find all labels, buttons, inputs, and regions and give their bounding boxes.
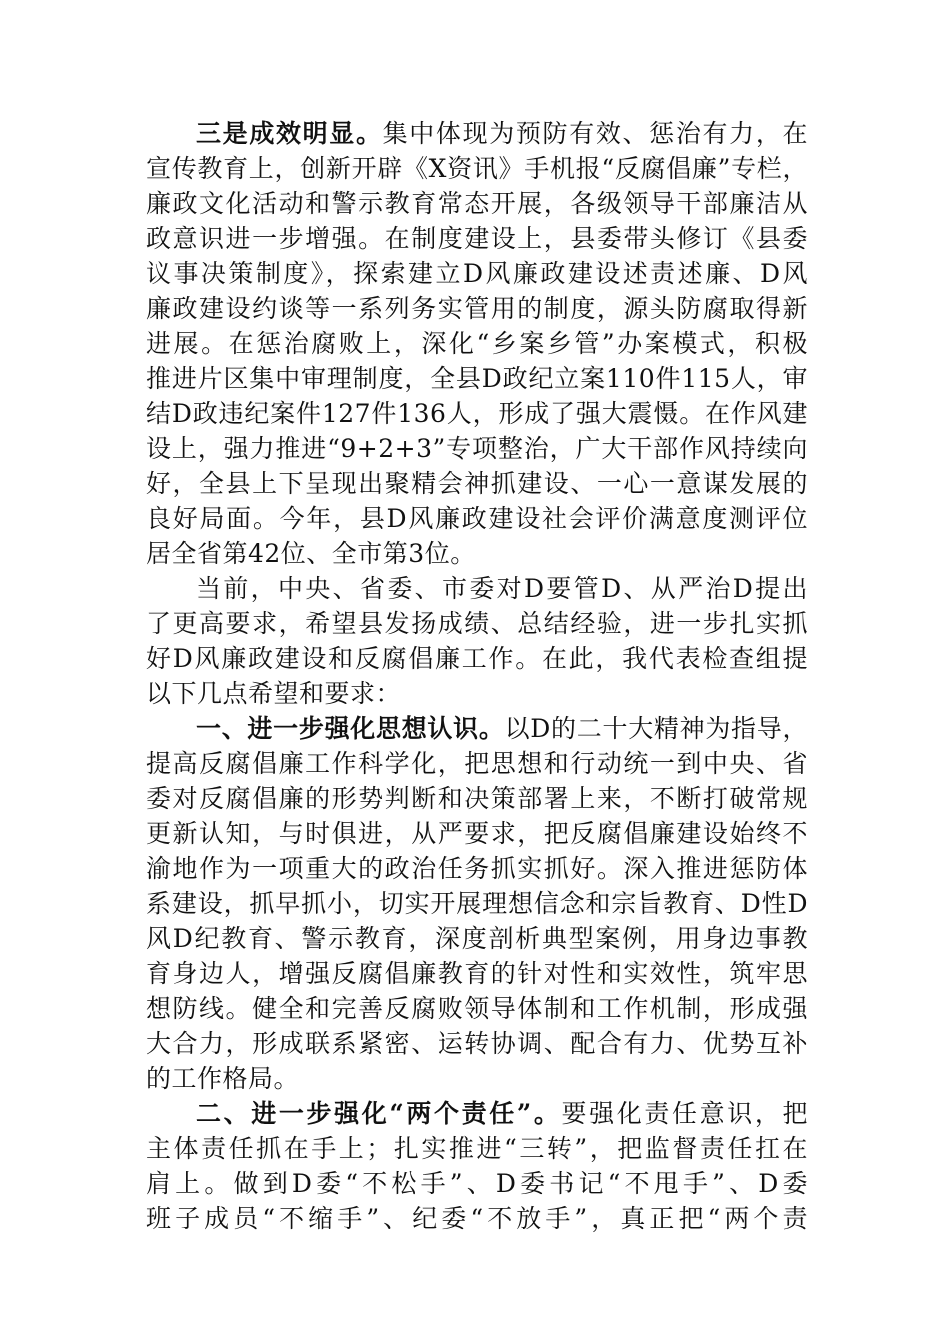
line-text: 集中体现为预防有效、惩治有力，在 [382,119,808,148]
line-text: 育身边人，增强反腐倡廉教育的针对性和实效性，筑牢思 [146,959,808,988]
paragraph-3-line-7 [146,327,808,361]
paragraph-two-line-3 [146,1167,808,1201]
heading-one-thinking: 一、进一步强化思想认识。 [196,714,505,743]
line-text: 以下几点希望和要求： [146,679,402,708]
line-text: 廉政建设约谈等一系列务实管用的制度，源头防腐取得新 [146,294,808,323]
paragraph-one-line-7 [146,922,808,956]
paragraph-current-line-2 [146,607,808,641]
paragraph-3-line-4 [146,222,808,256]
line-text: 结D政违纪案件127件136人，形成了强大震慑。在作风建 [146,399,808,428]
paragraph-one-line-5 [146,852,808,886]
paragraph-3-line-2 [146,152,808,186]
paragraph-one-line-2 [146,747,808,781]
line-text: 廉政文化活动和警示教育常态开展，各级领导干部廉洁从 [146,189,808,218]
paragraph-3-line-3 [146,187,808,221]
heading-3-effect: 三是成效明显。 [196,119,383,148]
line-text: 班子成员“不缩手”、纪委“不放手”，真正把“两个责 [146,1204,808,1233]
line-text: 肩上。做到D委“不松手”、D委书记“不甩手”、D委 [146,1169,808,1198]
paragraph-3-line-1 [196,117,808,151]
line-text: 宣传教育上，创新开辟《X资讯》手机报“反腐倡廉”专栏， [146,154,808,183]
line-text: 议事决策制度》，探索建立D风廉政建设述责述廉、D风 [146,259,808,288]
paragraph-3-line-12 [146,502,808,536]
paragraph-one-line-4 [146,817,808,851]
paragraph-one-line-1 [196,712,808,746]
paragraph-current-line-3 [146,642,808,676]
paragraph-3-line-13 [146,537,808,571]
paragraph-one-line-10 [146,1027,808,1061]
line-text: 更新认知，与时俱进，从严要求，把反腐倡廉建设始终不 [146,819,808,848]
paragraph-3-line-8 [146,362,808,396]
line-text: 了更高要求，希望县发扬成绩、总结经验，进一步扎实抓 [146,609,808,638]
heading-two-responsibility: 二、进一步强化“两个责任”。 [196,1099,562,1128]
paragraph-two-line-4 [146,1202,808,1236]
line-text: 好，全县上下呈现出聚精会神抓建设、一心一意谋发展的 [146,469,808,498]
line-text: 居全省第42位、全市第3位。 [146,539,476,568]
line-text: 风D纪教育、警示教育，深度剖析典型案例，用身边事教 [146,924,808,953]
line-text: 委对反腐倡廉的形势判断和决策部署上来，不断打破常规 [146,784,808,813]
line-text: 主体责任抓在手上；扎实推进“三转”，把监督责任扛在 [146,1134,808,1163]
paragraph-one-line-11 [146,1062,808,1096]
paragraph-two-line-1 [196,1097,808,1131]
line-text: 想防线。健全和完善反腐败领导体制和工作机制，形成强 [146,994,808,1023]
line-text: 渝地作为一项重大的政治任务抓实抓好。深入推进惩防体 [146,854,808,883]
paragraph-3-line-5 [146,257,808,291]
paragraph-one-line-3 [146,782,808,816]
paragraph-one-line-6 [146,887,808,921]
paragraph-3-line-9 [146,397,808,431]
line-text: 系建设，抓早抓小，切实开展理想信念和宗旨教育、D性D [146,889,808,918]
paragraph-current-line-1 [196,572,808,606]
line-text: 当前，中央、省委、市委对D要管D、从严治D提出 [196,574,808,603]
line-text: 的工作格局。 [146,1064,300,1093]
paragraph-one-line-8 [146,957,808,991]
line-text: 政意识进一步增强。在制度建设上，县委带头修订《县委 [146,224,808,253]
paragraph-3-line-6 [146,292,808,326]
paragraph-3-line-11 [146,467,808,501]
paragraph-3-line-10 [146,432,808,466]
line-text: 良好局面。今年，县D风廉政建设社会评价满意度测评位 [146,504,808,533]
paragraph-two-line-2 [146,1132,808,1166]
line-text: 进展。在惩治腐败上，深化“乡案乡管”办案模式，积极 [146,329,808,358]
line-text: 要强化责任意识，把 [561,1099,808,1128]
line-text: 推进片区集中审理制度，全县D政纪立案110件115人，审 [146,364,808,393]
line-text: 以D的二十大精神为指导， [504,714,808,743]
line-text: 大合力，形成联系紧密、运转协调、配合有力、优势互补 [146,1029,808,1058]
paragraph-current-line-4 [146,677,808,711]
line-text: 提高反腐倡廉工作科学化，把思想和行动统一到中央、省 [146,749,808,778]
paragraph-one-line-9 [146,992,808,1026]
line-text: 设上，强力推进“9+2+3”专项整治，广大干部作风持续向 [146,434,808,463]
line-text: 好D风廉政建设和反腐倡廉工作。在此，我代表检查组提 [146,644,808,673]
